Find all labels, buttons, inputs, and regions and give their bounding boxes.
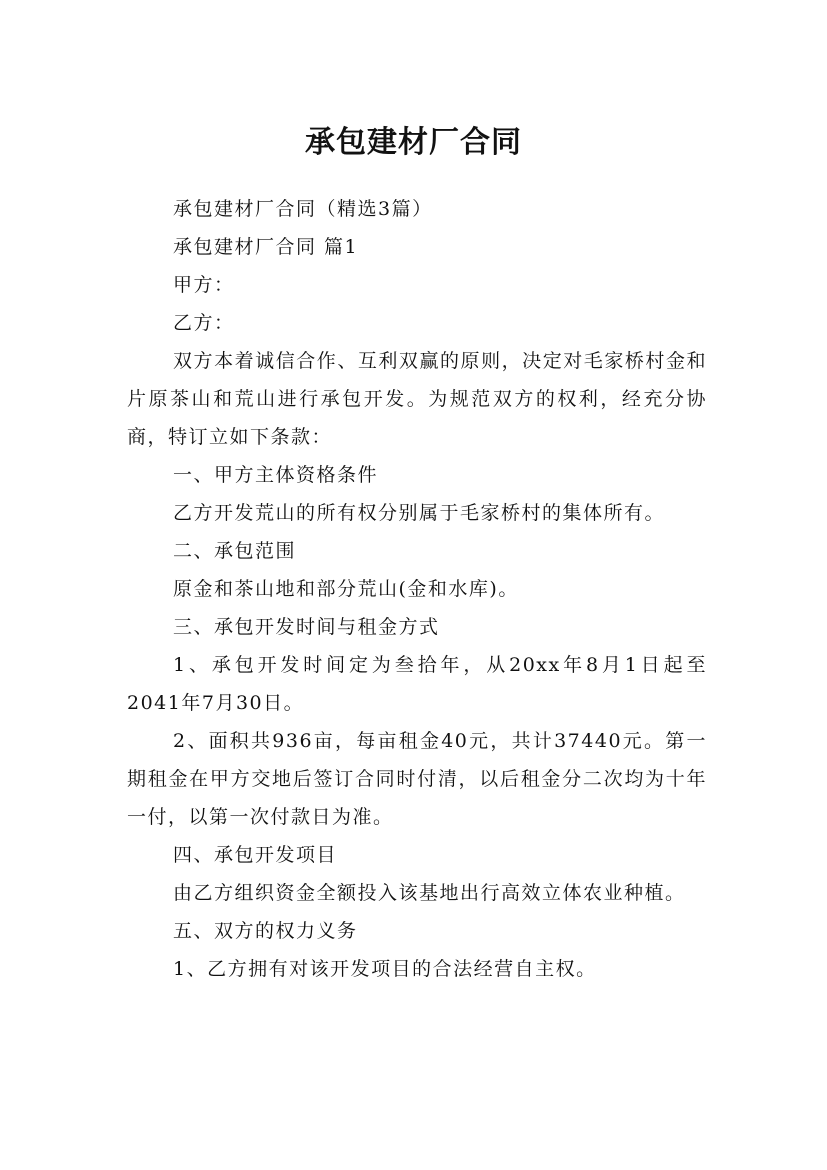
paragraph-rent: 2、面积共936亩，每亩租金40元，共计37440元。第一期租金在甲方交地后签订合同时付清，以后租金分二次均为十年一付，以第一次付款日为准。 — [127, 730, 707, 828]
section-heading-2: 二、承包范围 — [173, 540, 297, 562]
section-heading-1: 一、甲方主体资格条件 — [173, 464, 379, 486]
section-heading-5: 五、双方的权力义务 — [173, 920, 358, 942]
paragraph-ownership: 乙方开发荒山的所有权分别属于毛家桥村的集体所有。 — [173, 502, 666, 524]
paragraph-party-b: 乙方： — [173, 312, 235, 334]
paragraph-scope: 原金和茶山地和部分荒山(金和水库)。 — [173, 578, 519, 600]
paragraph-subtitle: 承包建材厂合同（精选3篇） — [173, 198, 433, 220]
paragraph-party-a: 甲方： — [173, 274, 235, 296]
paragraph-part-heading: 承包建材厂合同 篇1 — [173, 236, 359, 258]
paragraph-project: 由乙方组织资金全额投入该基地出行高效立体农业种植。 — [173, 882, 686, 904]
section-heading-3: 三、承包开发时间与租金方式 — [173, 616, 440, 638]
paragraph-term: 1、承包开发时间定为叁拾年，从20xx年8月1日起至2041年7月30日。 — [127, 654, 707, 714]
paragraph-rights-1: 1、乙方拥有对该开发项目的合法经营自主权。 — [173, 958, 597, 980]
section-heading-4: 四、承包开发项目 — [173, 844, 338, 866]
paragraph-preamble: 双方本着诚信合作、互利双赢的原则，决定对毛家桥村金和片原茶山和荒山进行承包开发。为规范双方的权利，经充分协商，特订立如下条款： — [127, 350, 707, 448]
document-title: 承包建材厂合同 — [305, 125, 522, 161]
document-body — [127, 190, 707, 988]
